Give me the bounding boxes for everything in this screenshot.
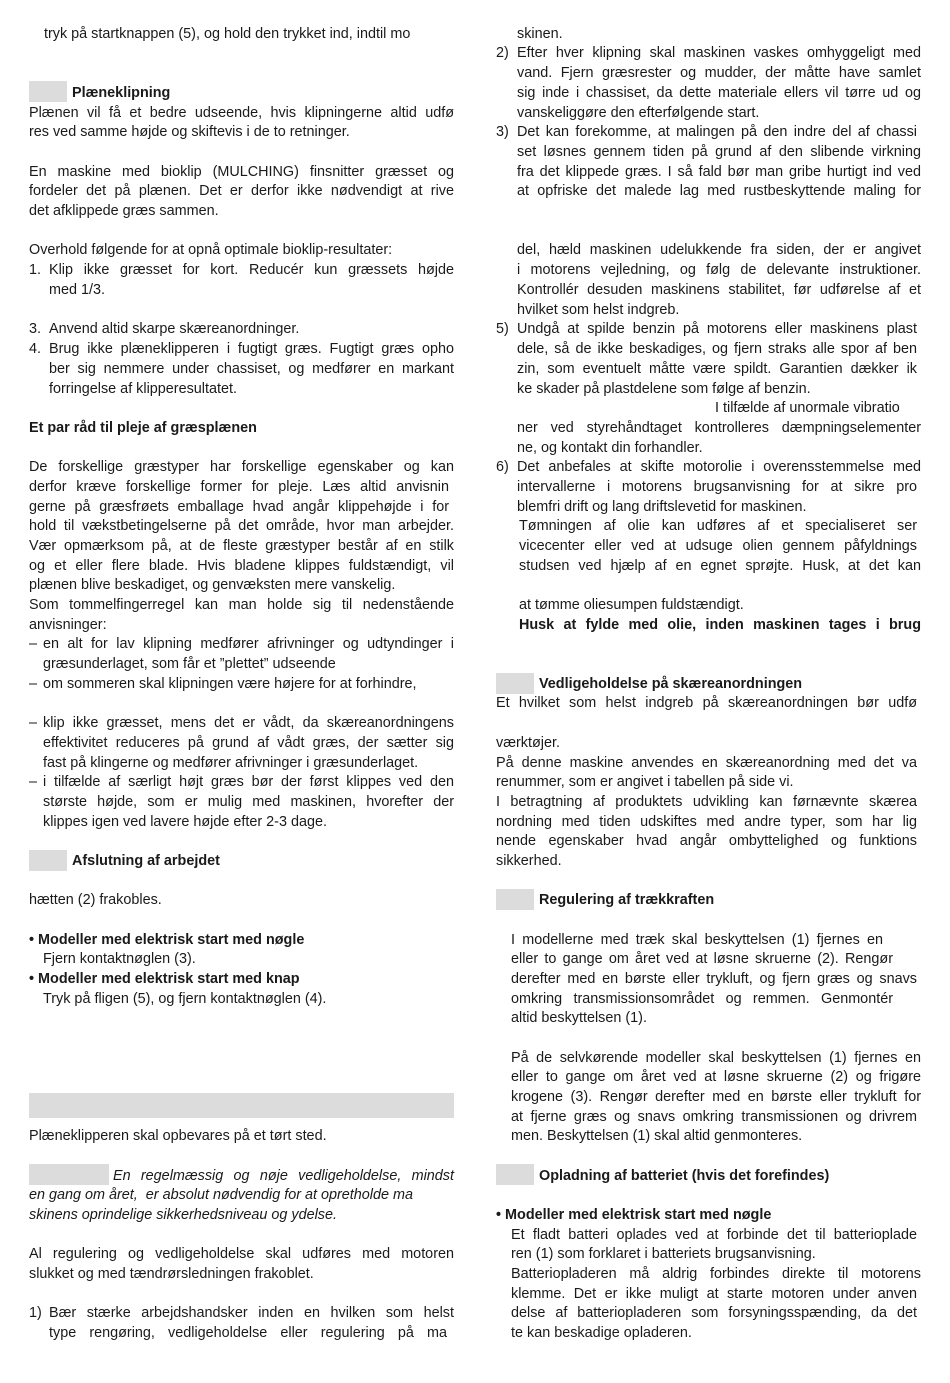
text-line: res ved samme højde og skiftevis i de to retninger. bbox=[29, 124, 350, 140]
text-line: altid beskyttelsen (1). bbox=[511, 1010, 647, 1026]
list-dash: – bbox=[29, 715, 38, 731]
text-line: Al regulering og vedligeholdelse skal udføres med motoren bbox=[29, 1246, 454, 1262]
section-marker-box bbox=[29, 1164, 109, 1185]
text-line: hvilket som helst indgreb. bbox=[517, 302, 680, 318]
text-line: I tilfælde af unormale vibratio bbox=[715, 400, 900, 416]
bullet-heading: • Modeller med elektrisk start med knap bbox=[29, 971, 300, 987]
text-line: at fjerne græs og snavs omkring transmissionen og drivrem bbox=[511, 1109, 917, 1125]
text-line: nordning med tiden udskiftes med andre typer, som har lig bbox=[496, 814, 917, 830]
list-number: 1) bbox=[29, 1305, 42, 1321]
text-line: Undgå at spilde benzin på motorens eller maskinens plast bbox=[517, 321, 917, 337]
text-line: Plænen vil få et bedre udseende, hvis klipningerne altid udfø bbox=[29, 105, 454, 121]
text-line: blemfri drift og lang driftslevetid for maskinen. bbox=[517, 499, 807, 515]
text-line: I modellerne med træk skal beskyttelsen (1) fjernes en bbox=[511, 932, 883, 948]
text-line: te kan beskadige opladeren. bbox=[511, 1325, 692, 1341]
text-line: krogene (3). Rengør derefter med en børste eller trykluft for bbox=[511, 1089, 921, 1105]
text-line: nende egenskaber hvad angår ombyttelighed og funktions bbox=[496, 833, 917, 849]
text-line: Et hvilket som helst indgreb på skæreanordningen bør udfø bbox=[496, 695, 917, 711]
text-line: plænen blive beskadiget, og genvæksten mere vanskelig. bbox=[29, 577, 396, 593]
section-heading: Vedligeholdelse på skæreanordningen bbox=[539, 676, 803, 692]
text-line: i tilfælde af særligt højt græs bør der først klippes ved den bbox=[43, 774, 454, 790]
list-number: 3) bbox=[496, 124, 509, 140]
text-line: eller to gange om året ved at løsne skruerne (2) og frigøre bbox=[511, 1069, 921, 1085]
bullet-heading: • Modeller med elektrisk start med nøgle bbox=[29, 932, 305, 948]
section-marker-box bbox=[29, 81, 67, 102]
section-marker-box bbox=[496, 1164, 534, 1185]
text-line: fordeler det på plænen. Det er derfor ikke nødvendigt at rive bbox=[29, 183, 454, 199]
text-line: ne, og kontakt din forhandler. bbox=[517, 440, 703, 456]
text-line: effektivitet reduceres på grund af vådt græs, der sætter sig bbox=[43, 735, 454, 751]
text-line: dele, så de ikke beskadiges, og fjern straks alle spor af ben bbox=[517, 341, 917, 357]
text-line: derfor kræve forskellige former for pleje. Læs altid anvisnin bbox=[29, 479, 449, 495]
text-line: forringelse af klipperesultatet. bbox=[49, 381, 237, 397]
text-line: hætten (2) frakobles. bbox=[29, 892, 162, 908]
text-line: klippes igen ved lavere højde efter 2-3 dage. bbox=[43, 814, 327, 830]
section-heading: Opladning af batteriet (hvis det forefindes) bbox=[539, 1168, 830, 1184]
italic-text-line: en gang om året, er absolut nødvendig for at opretholde ma bbox=[29, 1187, 413, 1203]
text-line: Bær stærke arbejdshandsker inden en hvilken som helst bbox=[49, 1305, 454, 1321]
section-heading: Plæneklipning bbox=[72, 85, 171, 101]
section-heading: Afslutning af arbejdet bbox=[72, 853, 220, 869]
bold-text-line: Husk at fylde med olie, inden maskinen tages i brug bbox=[519, 617, 921, 633]
text-line: Tømningen af olie kan udføres af et specialiseret ser bbox=[519, 518, 917, 534]
text-line: anvisninger: bbox=[29, 617, 107, 633]
text-line: De forskellige græstyper har forskellige egenskaber og kan bbox=[29, 459, 454, 475]
text-line: derefter med en børste eller trykluft, og fjern græs og snavs bbox=[511, 971, 917, 987]
text-line: klip ikke græsset, mens det er vådt, da skæreanordningens bbox=[43, 715, 454, 731]
text-line: Kontrollér desuden maskinens stabilitet, før udførelse af et bbox=[517, 282, 921, 298]
section-heading: Et par råd til pleje af græsplænen bbox=[29, 420, 257, 436]
text-line: græsunderlaget, som får et ”plettet” udseende bbox=[43, 656, 336, 672]
text-line: sig inde i chassiset, da dette materiale ellers vil tørre ud og bbox=[517, 85, 921, 101]
text-line: eller to gange om året ved at løsne skruerne (2). Rengør bbox=[511, 951, 893, 967]
text-line: det afklippede græs sammen. bbox=[29, 203, 219, 219]
list-dash: – bbox=[29, 676, 38, 692]
text-line: Et fladt batteri oplades ved at forbinde det til batterioplade bbox=[511, 1227, 917, 1243]
text-line: omkring transmissionsområdet og remmen. Genmontér bbox=[511, 991, 893, 1007]
list-number: 1. bbox=[29, 262, 42, 278]
text-line: klemme. Det er ikke muligt at starte motoren under anven bbox=[511, 1286, 917, 1302]
text-line: intervallerne i motorens brugsanvisning for at sikre pro bbox=[517, 479, 917, 495]
text-line: værktøjer. bbox=[496, 735, 560, 751]
text-line: men. Beskyttelsen (1) skal altid genmonteres. bbox=[511, 1128, 803, 1144]
text-line: Det kan forekomme, at malingen på den indre del af chassi bbox=[517, 124, 917, 140]
text-line: del, hæld maskinen udelukkende fra siden, der er angivet bbox=[517, 242, 921, 258]
text-line: største højde, som er mulig med maskinen, hvorefter der bbox=[43, 794, 454, 810]
italic-text-line: skinens oprindelige sikkerhedsniveau og ydelse. bbox=[29, 1207, 337, 1223]
text-line: zin, som eventuelt måtte være spildt. Garantien dækker ik bbox=[517, 361, 917, 377]
text-line: Plæneklipperen skal opbevares på et tørt sted. bbox=[29, 1128, 327, 1144]
text-line: vicecenter eller ved at udsuge olien gennem påfyldnings bbox=[519, 538, 917, 554]
text-line: at opfriske det malede lag med rustbeskyttende maling for bbox=[517, 183, 921, 199]
text-line: og et eller flere blade. Hvis bladene klippes fuldstændigt, vil bbox=[29, 558, 454, 574]
text-line: renummer, som er angivet i tabellen på side vi. bbox=[496, 774, 794, 790]
section-marker-box bbox=[496, 673, 534, 694]
list-number: 5) bbox=[496, 321, 509, 337]
text-line: studsen ved hjælp af en egnet sprøjte. Husk, at det kan bbox=[519, 558, 921, 574]
text-line: tryk på startknappen (5), og hold den trykket ind, indtil mo bbox=[44, 26, 411, 42]
list-number: 2) bbox=[496, 45, 509, 61]
text-line: I betragtning af produktets udvikling kan førnævnte skærea bbox=[496, 794, 917, 810]
text-line: delse af batteriopladeren som forsyningsspænding, da det bbox=[511, 1305, 917, 1321]
text-line: På de selvkørende modeller skal beskyttelsen (1) fjernes en bbox=[511, 1050, 921, 1066]
text-line: Vær opmærksom på, at de fleste græstyper består af en stilk bbox=[29, 538, 454, 554]
text-line: vand. Fjern græsrester og mudder, der måtte have samlet bbox=[517, 65, 921, 81]
section-heading: Regulering af trækkraften bbox=[539, 892, 715, 908]
text-line: fast på klingerne og medfører afrivninger i græsunderlaget. bbox=[43, 755, 419, 771]
text-line: ner ved styrehåndtaget kontrolleres dæmpningselementer bbox=[517, 420, 921, 436]
list-number: 4. bbox=[29, 341, 42, 357]
text-line: Overhold følgende for at opnå optimale bioklip-resultater: bbox=[29, 242, 393, 258]
text-line: med 1/3. bbox=[49, 282, 105, 298]
text-line: vanskeliggøre den efterfølgende start. bbox=[517, 105, 760, 121]
text-line: type rengøring, vedligeholdelse eller regulering på ma bbox=[49, 1325, 447, 1341]
section-marker-box bbox=[29, 850, 67, 871]
text-line: ke skader på plastdelene som følge af benzin. bbox=[517, 381, 811, 397]
text-line: fra det klippede græs. I så fald bør man gribe hurtigt ind ved bbox=[517, 164, 921, 180]
text-line: Efter hver klipning skal maskinen vaskes omhyggeligt med bbox=[517, 45, 921, 61]
text-line: gerne på græsfrøets emballage hvad angår klippehøjde i for bbox=[29, 499, 449, 515]
text-line: Som tommelfingerregel kan man holde sig til nedenstående bbox=[29, 597, 454, 613]
text-line: Batteriopladeren må aldrig forbindes direkte til motorens bbox=[511, 1266, 921, 1282]
text-line: Klip ikke græsset for kort. Reducér kun græssets højde bbox=[49, 262, 454, 278]
list-number: 6) bbox=[496, 459, 509, 475]
section-banner-box bbox=[29, 1093, 454, 1118]
list-dash: – bbox=[29, 636, 38, 652]
text-line: På denne maskine anvendes en skæreanordning med det va bbox=[496, 755, 917, 771]
section-marker-box bbox=[496, 889, 534, 910]
text-line: ber sig nemmere under chassiset, og medfører en markant bbox=[49, 361, 454, 377]
text-line: Brug ikke plæneklipperen i fugtigt græs. Fugtigt græs opho bbox=[49, 341, 454, 357]
list-number: 3. bbox=[29, 321, 42, 337]
text-line: Tryk på fligen (5), og fjern kontaktnøglen (4). bbox=[43, 991, 327, 1007]
text-line: skinen. bbox=[517, 26, 563, 42]
text-line: Fjern kontaktnøglen (3). bbox=[43, 951, 196, 967]
text-line: set løsnes gennem tiden på grund af den slibende virkning bbox=[517, 144, 921, 160]
text-line: hold til vækstbetingelserne på det område, hvor man arbejder. bbox=[29, 518, 454, 534]
text-line: Det anbefales at skifte motorolie i overensstemmelse med bbox=[517, 459, 921, 475]
text-line: om sommeren skal klipningen være højere for at forhindre, bbox=[43, 676, 417, 692]
text-line: ren (1) som forklaret i batteriets brugsanvisning. bbox=[511, 1246, 816, 1262]
italic-text-line: En regelmæssig og nøje vedligeholdelse, mindst bbox=[113, 1168, 454, 1184]
text-line: sikkerhed. bbox=[496, 853, 562, 869]
text-line: slukket og med tændrørsledningen frakoblet. bbox=[29, 1266, 314, 1282]
text-line: En maskine med bioklip (MULCHING) finsnitter græsset og bbox=[29, 164, 454, 180]
list-dash: – bbox=[29, 774, 38, 790]
text-line: Anvend altid skarpe skæreanordninger. bbox=[49, 321, 300, 337]
text-line: en alt for lav klipning medfører afrivninger og udtyndinger i bbox=[43, 636, 454, 652]
bullet-heading: • Modeller med elektrisk start med nøgle bbox=[496, 1207, 772, 1223]
text-line: i motorens vejledning, og følg de delevante instruktioner. bbox=[517, 262, 921, 278]
text-line: at tømme oliesumpen fuldstændigt. bbox=[519, 597, 744, 613]
